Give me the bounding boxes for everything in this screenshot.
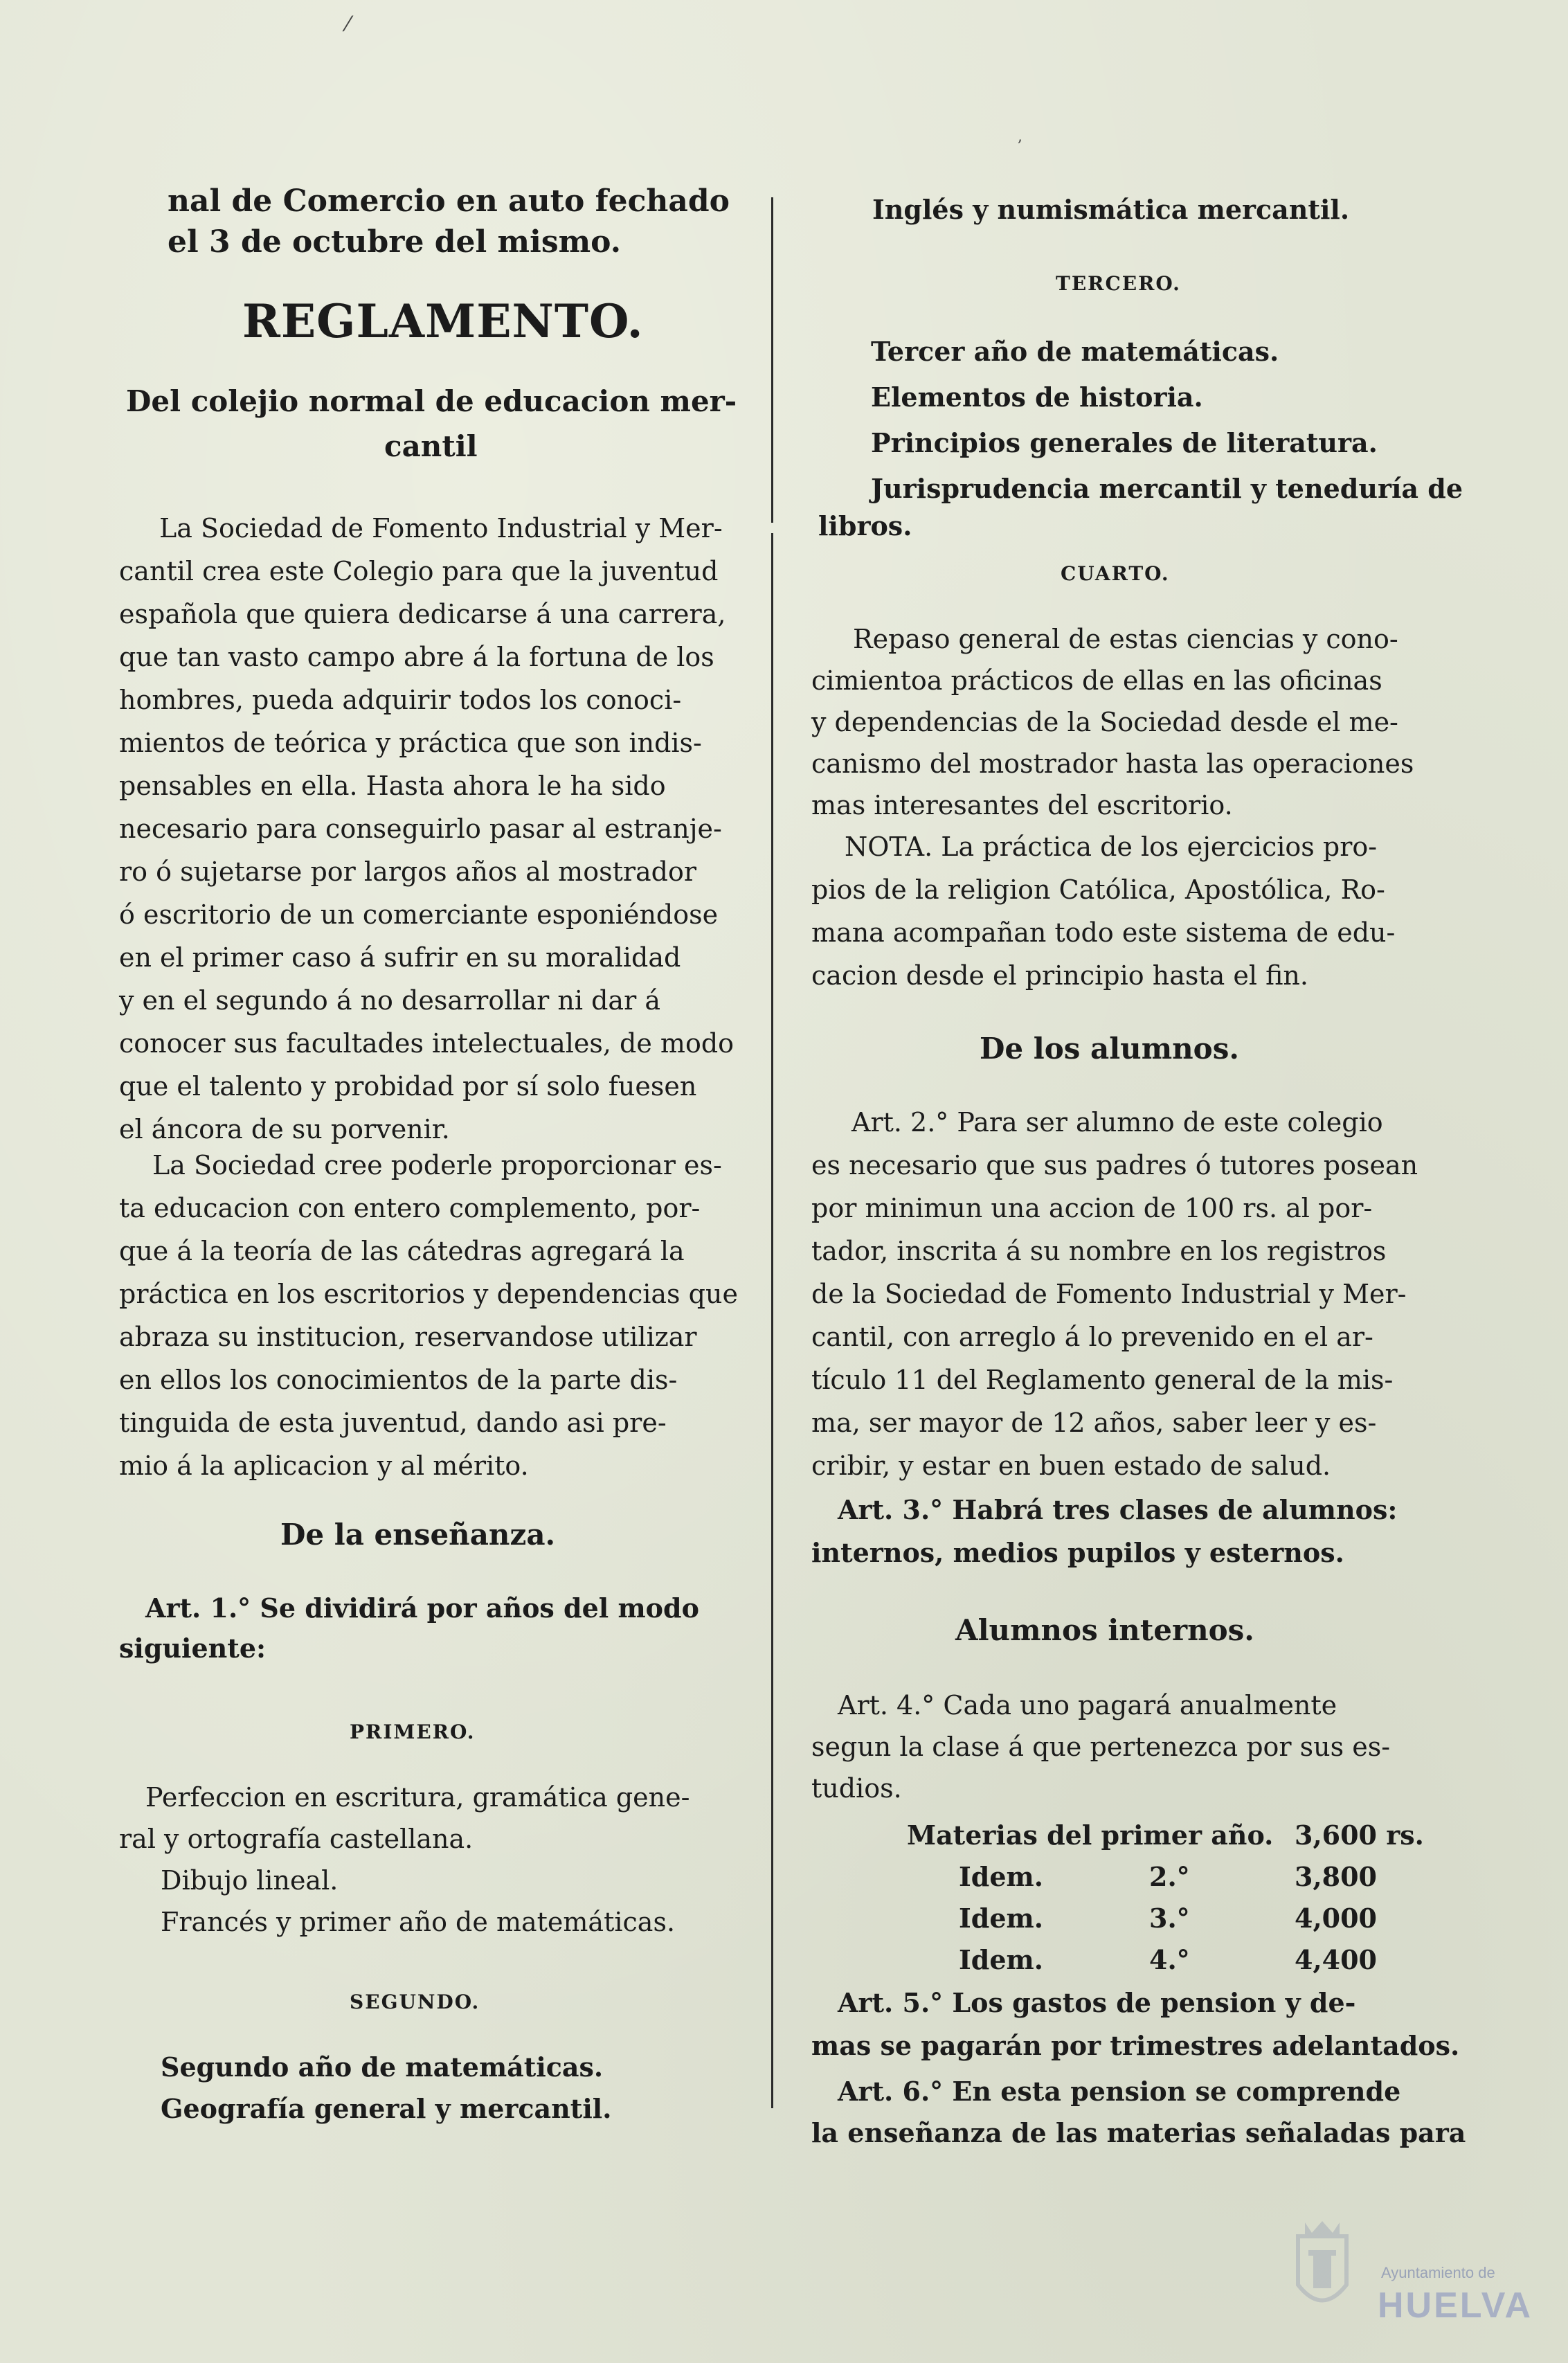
text-line: es necesario que sus padres ó tutores posean	[811, 1150, 1418, 1180]
text-line: que á la teoría de las cátedras agregará la	[119, 1236, 685, 1266]
text-line: mientos de teórica y práctica que son indis-	[119, 728, 702, 758]
article-6: la enseñanza de las materias señaladas para	[811, 2117, 1466, 2148]
text-line: La Sociedad de Fomento Industrial y Mer-	[159, 513, 723, 543]
text-line: el áncora de su porvenir.	[119, 1114, 450, 1144]
text-line: mas interesantes del escritorio.	[811, 790, 1233, 820]
year-label-segundo: SEGUNDO.	[350, 1991, 480, 2013]
text-line: cribir, y estar en buen estado de salud.	[811, 1450, 1331, 1481]
subject-line: Francés y primer año de matemáticas.	[161, 1907, 676, 1937]
text-line: por minimun una accion de 100 rs. al por-	[811, 1193, 1373, 1223]
fee-amount: 3,800	[1295, 1861, 1377, 1892]
text-line: necesario para conseguirlo pasar al estranje-	[119, 814, 722, 844]
subject-line: Principios generales de literatura.	[871, 427, 1378, 458]
text-line: práctica en los escritorios y dependencias que	[119, 1279, 738, 1309]
fee-amount: 4,400	[1295, 1944, 1377, 1975]
year-label-primero: PRIMERO.	[350, 1720, 476, 1743]
fee-label: Idem.	[959, 1903, 1043, 1934]
text-line: abraza su institucion, reservandose utilizar	[119, 1322, 697, 1352]
fee-year: 3.°	[1149, 1903, 1190, 1934]
section-heading-internos: Alumnos internos.	[955, 1613, 1254, 1647]
section-heading-ensenanza: De la enseñanza.	[280, 1518, 556, 1552]
subject-line: Jurisprudencia mercantil y teneduría de	[871, 473, 1463, 504]
text-line: Repaso general de estas ciencias y cono-	[853, 624, 1398, 654]
text-line: mana acompañan todo este sistema de edu-	[811, 917, 1396, 948]
article-5: Art. 5.° Los gastos de pension y de-	[838, 1987, 1356, 2018]
text-line: mio á la aplicacion y al mérito.	[119, 1450, 529, 1481]
fee-year: 2.°	[1149, 1861, 1190, 1892]
text-line: cacion desde el principio hasta el fin.	[811, 960, 1308, 991]
text-line: ó escritorio de un comerciante esponiéndose	[119, 899, 719, 930]
article-4: tudios.	[811, 1773, 902, 1804]
text-line: Art. 2.° Para ser alumno de este colegio	[851, 1107, 1383, 1138]
subject-line: Perfeccion en escritura, gramática gene-	[145, 1782, 690, 1813]
subject-line: Inglés y numismática mercantil.	[872, 194, 1350, 225]
text-line: en el primer caso á sufrir en su moralidad	[119, 942, 681, 973]
article-1: siguiente:	[119, 1633, 267, 1664]
text-line: y dependencias de la Sociedad desde el me-	[811, 707, 1398, 737]
stray-mark: ,	[1018, 128, 1022, 145]
text-line: ta educacion con entero complemento, por-	[119, 1193, 701, 1223]
text-line: cantil, con arreglo á lo prevenido en el ar-	[811, 1322, 1373, 1352]
subject-line: Tercer año de matemáticas.	[871, 336, 1279, 367]
opening-line: nal de Comercio en auto fechado	[168, 183, 730, 219]
text-line: cantil crea este Colegio para que la juventud	[119, 556, 719, 586]
watermark-caption: Ayuntamiento de	[1381, 2264, 1495, 2281]
text-line: en ellos los conocimientos de la parte dis-	[119, 1365, 678, 1395]
text-line: ma, ser mayor de 12 años, saber leer y es-	[811, 1408, 1377, 1438]
year-label-tercero: TERCERO.	[1056, 272, 1181, 295]
text-line: que el talento y probidad por sí solo fuesen	[119, 1071, 697, 1102]
subject-line: Dibujo lineal.	[161, 1865, 339, 1896]
article-6: Art. 6.° En esta pension se comprende	[838, 2076, 1401, 2107]
fee-label: Materias del primer año.	[907, 1820, 1274, 1851]
year-label-cuarto: CUARTO.	[1061, 562, 1170, 585]
article-3: internos, medios pupilos y esternos.	[811, 1537, 1344, 1568]
text-line: canismo del mostrador hasta las operaciones	[811, 748, 1414, 779]
section-heading-alumnos: De los alumnos.	[980, 1032, 1239, 1066]
text-line: de la Sociedad de Fomento Industrial y Mer-	[811, 1279, 1407, 1309]
subject-line: libros.	[818, 510, 912, 541]
subject-line: ral y ortografía castellana.	[119, 1824, 474, 1854]
text-line: pios de la religion Católica, Apostólica, Ro-	[811, 874, 1385, 905]
text-line: ro ó sujetarse por largos años al mostrador	[119, 856, 697, 887]
text-line: y en el segundo á no desarrollar ni dar á	[119, 985, 660, 1016]
document-title: REGLAMENTO.	[242, 294, 644, 348]
text-line: NOTA. La práctica de los ejercicios pro-	[845, 832, 1378, 862]
text-line: La Sociedad cree poderle proporcionar es-	[152, 1150, 722, 1180]
text-line: que tan vasto campo abre á la fortuna de los	[119, 642, 714, 672]
column-divider	[771, 533, 773, 2108]
fee-year: 4.°	[1149, 1944, 1190, 1975]
text-line: tador, inscrita á su nombre en los registros	[811, 1236, 1387, 1266]
fee-label: Idem.	[959, 1861, 1043, 1892]
fee-label: Idem.	[959, 1944, 1043, 1975]
fee-amount: 3,600 rs.	[1295, 1820, 1424, 1851]
text-line: cimientoa prácticos de ellas en las oficinas	[811, 665, 1382, 696]
text-line: conocer sus facultades intelectuales, de modo	[119, 1028, 735, 1059]
article-3: Art. 3.° Habrá tres clases de alumnos:	[838, 1494, 1398, 1525]
article-1: Art. 1.° Se dividirá por años del modo	[145, 1592, 699, 1624]
document-subtitle: Del colejio normal de educacion mer-	[126, 384, 737, 418]
text-line: española que quiera dedicarse á una carrera,	[119, 599, 726, 629]
article-5: mas se pagarán por trimestres adelantados.	[811, 2030, 1460, 2061]
article-4: segun la clase á que pertenezca por sus es-	[811, 1732, 1391, 1762]
subject-line: Segundo año de matemáticas.	[161, 2051, 604, 2083]
subject-line: Geografía general y mercantil.	[161, 2093, 612, 2124]
text-line: tinguida de esta juventud, dando asi pre-	[119, 1408, 667, 1438]
fee-amount: 4,000	[1295, 1903, 1377, 1934]
opening-line: el 3 de octubre del mismo.	[168, 224, 622, 260]
watermark-title: HUELVA	[1378, 2285, 1533, 2326]
stray-mark: ⁄	[346, 12, 350, 37]
text-line: tículo 11 del Reglamento general de la mis-	[811, 1365, 1394, 1395]
document-subtitle: cantil	[384, 429, 478, 463]
text-line: hombres, pueda adquirir todos los conoci-	[119, 685, 682, 715]
text-line: pensables en ella. Hasta ahora le ha sido	[119, 771, 666, 801]
city-seal-icon	[1284, 2216, 1360, 2319]
column-divider	[771, 197, 773, 523]
article-4: Art. 4.° Cada uno pagará anualmente	[838, 1690, 1337, 1720]
subject-line: Elementos de historia.	[871, 381, 1203, 413]
